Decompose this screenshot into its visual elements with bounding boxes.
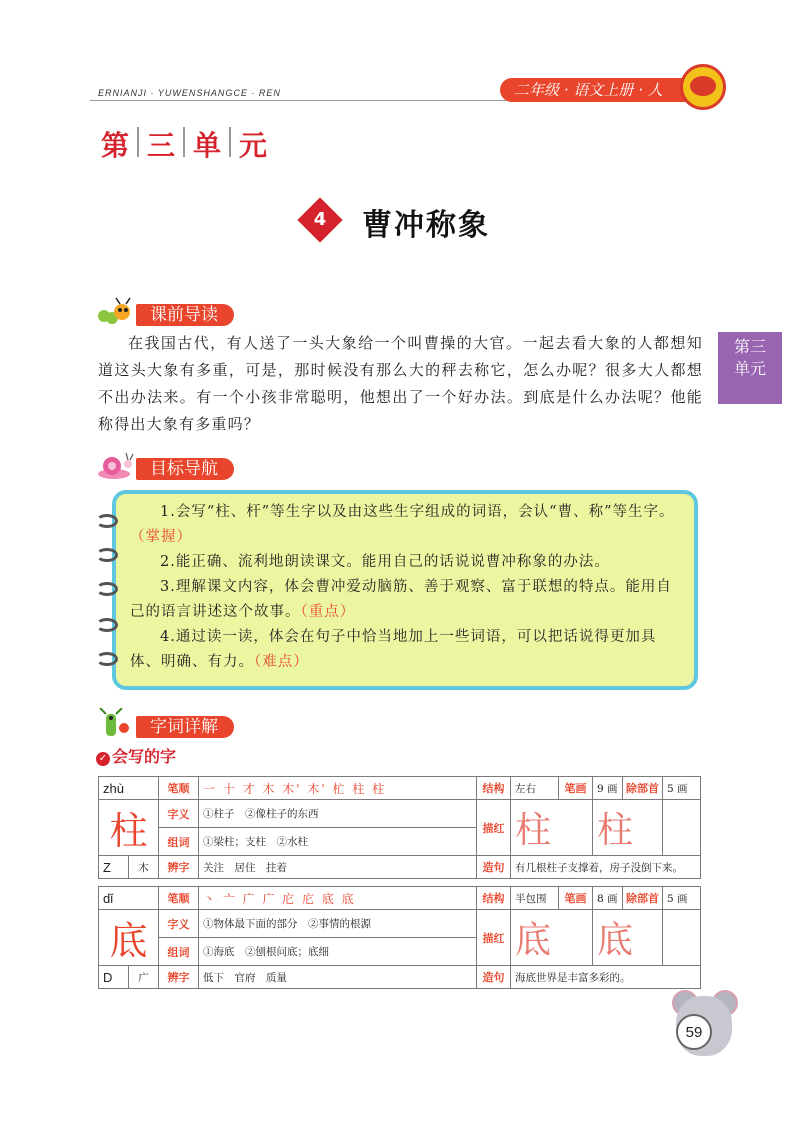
char-meaning: ①柱子 ②像柱子的东西 (199, 800, 477, 828)
unit-char: 单 (193, 129, 222, 162)
label-distinguish: 辨字 (159, 856, 199, 879)
binder-ring-icon (96, 618, 118, 632)
section-goals-head (96, 450, 256, 480)
char-initial: D (99, 966, 129, 989)
unit-title (95, 124, 273, 164)
section-words-head (96, 708, 256, 738)
label-distinguish: 辨字 (159, 966, 199, 989)
char-card-di (98, 886, 701, 989)
header-pinyin: ERNIANJI · YUWENSHANGCE · REN (98, 88, 281, 98)
label-trace: 描红 (477, 800, 511, 856)
snail-icon (96, 450, 136, 480)
section-heading: 目标导航 (136, 458, 234, 480)
char-stroke-count: 8 画 (593, 887, 623, 910)
goal-tag: （掌握） (130, 529, 192, 545)
check-circle-icon: ✓ (96, 752, 110, 766)
label-structure: 结构 (477, 777, 511, 800)
char-stroke-count: 9 画 (593, 777, 623, 800)
section-heading: 字词详解 (136, 716, 234, 738)
empty-practice-cell (663, 910, 701, 966)
char-radical-count: 5 画 (663, 777, 701, 800)
label-sentence: 造句 (477, 856, 511, 879)
char-radical-count: 5 画 (663, 887, 701, 910)
section-preread-head (96, 296, 256, 326)
label-structure: 结构 (477, 887, 511, 910)
trace-char: 底 (511, 910, 593, 966)
char-meaning: ①物体最下面的部分 ②事情的根源 (199, 910, 477, 938)
char-initial: Z (99, 856, 129, 879)
char-words: ①海底 ②刨根问底；底细 (199, 938, 477, 966)
char-structure: 半包围 (511, 887, 559, 910)
page-number: 59 (676, 1014, 712, 1050)
label-stroke-count: 笔画 (559, 777, 593, 800)
trace-char: 柱 (593, 800, 663, 856)
label-meaning: 字义 (159, 800, 199, 828)
empty-practice-cell (663, 800, 701, 856)
main-char: 底 (99, 910, 159, 966)
goal-tag: （难点） (254, 654, 309, 670)
binder-ring-icon (96, 652, 118, 666)
unit-char: 三 (147, 129, 176, 162)
bamboo-mascot-icon (96, 708, 136, 738)
char-structure: 左右 (511, 777, 559, 800)
binder-ring-icon (96, 514, 118, 528)
label-trace: 描红 (477, 910, 511, 966)
label-radical-count: 除部首 (623, 777, 663, 800)
goal-tag: （重点） (300, 604, 356, 620)
lesson-title: 曹冲称象 (362, 208, 490, 243)
side-unit-tab (718, 332, 782, 404)
side-tab-line: 单元 (733, 359, 766, 378)
label-sentence: 造句 (477, 966, 511, 989)
goal-item: 3.理解课文内容，体会曹冲爱动脑筋、善于观察、富于联想的特点。能用自己的语言讲述这个故事。（重点） (130, 579, 672, 620)
goal-item: 2.能正确、流利地朗读课文。能用自己的话说说曹冲称象的办法。 (160, 554, 610, 570)
logo-badge-inner (690, 76, 716, 96)
stroke-order: 一 十 才 木 木' 木' 杧 柱 柱 (199, 777, 477, 800)
unit-char: 第 (101, 129, 130, 162)
book-title: 二年级 · 语文上册 · 人 (500, 78, 715, 102)
stroke-order: 丶 亠 广 广 庀 庀 底 底 (199, 887, 477, 910)
trace-char: 底 (593, 910, 663, 966)
preread-text: 在我国古代，有人送了一头大象给一个叫曹操的大官。一起去看大象的人都想知道这头大象有多重，可是，那时候没有那么大的秤去称它，怎么办呢？很多大人都想不出办法来。有一个小孩非常聪明，他想出了一个好办法。到底是什么办法呢？他能称得出大象有多重吗？ (98, 334, 703, 433)
caterpillar-icon (96, 296, 136, 326)
char-radical: 广 (129, 966, 159, 989)
char-card-zhu (98, 776, 701, 879)
char-distinguish: 关注 居住 拄着 (199, 856, 477, 879)
label-meaning: 字义 (159, 910, 199, 938)
char-sentence: 有几根柱子支撑着，房子没倒下来。 (511, 856, 701, 879)
goal-item: 4.通过读一读，体会在句子中恰当地加上一些词语，可以把话说得更加具体、明确、有力。（难点） (130, 629, 657, 670)
unit-char: 元 (239, 129, 268, 162)
binder-ring-icon (96, 582, 118, 596)
label-strokes: 笔顺 (159, 887, 199, 910)
label-words: 组词 (159, 828, 199, 856)
trace-char: 柱 (511, 800, 593, 856)
side-tab-line: 第三 (733, 337, 766, 356)
section-heading: 课前导读 (136, 304, 234, 326)
char-pinyin: zhù (99, 777, 159, 800)
char-radical: 木 (129, 856, 159, 879)
goal-list (130, 500, 685, 675)
subheading-write-chars: ✓ 会写的字 (96, 744, 176, 767)
char-sentence: 海底世界是丰富多彩的。 (511, 966, 701, 989)
char-words: ①梁柱；支柱 ②水柱 (199, 828, 477, 856)
main-char: 柱 (99, 800, 159, 856)
goal-item: 1.会写“柱、杆”等生字以及由这些生字组成的词语，会认“曹、称”等生字。（掌握） (130, 504, 675, 545)
binder-ring-icon (96, 548, 118, 562)
label-radical-count: 除部首 (623, 887, 663, 910)
char-distinguish: 低下 官府 质量 (199, 966, 477, 989)
char-pinyin: dǐ (99, 887, 159, 910)
label-strokes: 笔顺 (159, 777, 199, 800)
label-stroke-count: 笔画 (559, 887, 593, 910)
lesson-number: 4 (313, 209, 327, 230)
label-words: 组词 (159, 938, 199, 966)
